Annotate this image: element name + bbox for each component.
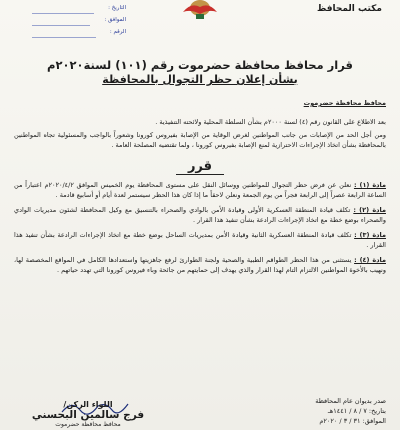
hijri-date: بتاريخ: ٧ / ٨ / ١٤٤١هـ (327, 407, 386, 415)
decree-title: قرار محافظ محافظة حضرموت رقم (١٠١) لسنة٢٠٢٠م (47, 58, 353, 72)
article-text: تكلف قيادة المنطقة العسكرية الأولى وقيادة الأمن بالوادي والصحراء بالتنسيق مع وكيل المحافظة لشئون مديريات الوادي والصحراء بوضع خطة مع اتخاذ الإجراءات الرادعة بشأن تنفيذ هذا القرار . (14, 205, 386, 224)
signer-rank: اللواء الركن/ (63, 400, 113, 409)
office-label: مكتب المحافظ (316, 4, 382, 14)
gregorian-date: الموافق: ٣١ / ٣ / ٢٠٢٠م (319, 417, 386, 425)
article-3 (14, 230, 386, 251)
preamble-paragraph: ومن أجل الحد من الإصابات من جانب المواطنين لغرض الوقاية من الإصابة بفيروس كورونا وشعوراً بالواجب والمسئولية تجاه المواطنين بالمحافظة بشأن اتخاذ الإجراءات الاحترازية لمنع الإصابة بفيروس كورونا ، ولما تقتضيه المصلحة العامة . (14, 130, 386, 149)
national-emblem-icon (171, 0, 229, 22)
preamble-paragraph: بعد الاطلاع على القانون رقم (٤) لسنة ٢٠٠٠م بشأن السلطة المحلية ولائحته التنفيذية . (155, 118, 386, 126)
letterhead (10, 4, 390, 54)
issue-date-block (315, 396, 386, 426)
reference-stamp-box (30, 5, 128, 43)
stamp-date-label: التاريخ : (108, 5, 126, 11)
decree-footer (0, 380, 400, 430)
signer-title: محافظ محافظة حضرموت (55, 421, 121, 428)
decree-subtitle: بشأن إعلان حظر التجوال بالمحافظة (102, 73, 298, 86)
article-text: يستثنى من هذا الحظر الطواقم الطبية والصحية ولجنة الطوارئ لرفع جاهزيتها واستعدادها الكامل في المواقع المخصصة لها، ونهيب بالأخوة المواطنين الالتزام التام لهذا القرار والذي يهدف إلى حمايتهم من جائحة وباء فيروس كورونا التي تهدد حياتهم . (14, 255, 386, 274)
stamp-corresponding-label: الموافق : (104, 17, 126, 23)
decided-heading (10, 159, 390, 174)
article-label: مادة (٢) : (353, 205, 386, 214)
article-text: تكلف قيادة المنطقة العسكرية الثانية وقيادة الأمن بمديريات الساحل بوضع خطة مع اتخاذ الإجراءات الرادعة بشأن تنفيذ هذا القرار . (14, 230, 386, 249)
decided-word: قرر (176, 159, 224, 175)
article-2 (14, 205, 386, 226)
signer-name: فرج سالمين البحسني (31, 409, 145, 421)
article-label: مادة (١) : (353, 180, 386, 189)
article-4 (14, 255, 386, 276)
article-label: مادة (٤) : (354, 255, 386, 264)
issued-at-line: صدر بديوان عام المحافظة (315, 397, 386, 405)
stamp-number-label: الرقم : (109, 29, 126, 35)
signer-block (28, 400, 148, 428)
stamp-line (32, 13, 94, 14)
article-label: مادة (٣) : (354, 230, 386, 239)
stamp-line (32, 37, 96, 38)
stamp-line (32, 25, 90, 26)
article-text: نعلن عن فرض حظر التجوال للمواطنين ووسائل النقل على مستوى المحافظة يوم الخميس الموافق ٢٠٢٠/٤/٢م اعتباراً من الساعة الرابعة عصراً إلى الرابعة فجراً من يوم الجمعة ونعلن لاحقاً ما إذا كان هذا الحظر سيستمر لعدة أيام أو أسابيع قادمة . (14, 180, 386, 199)
article-1 (14, 180, 386, 201)
issuer-heading: محافظ محافظة حضرموت (303, 99, 386, 107)
